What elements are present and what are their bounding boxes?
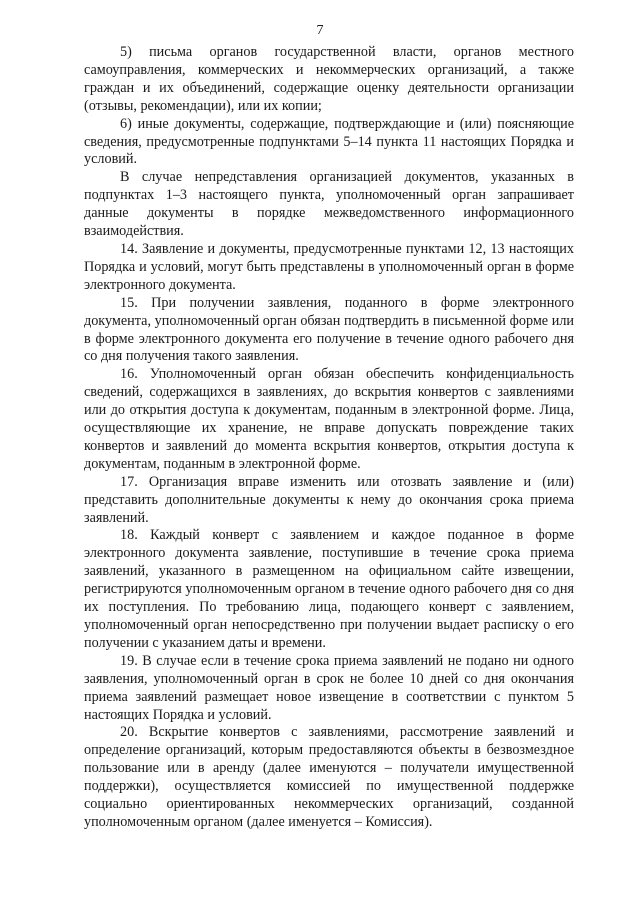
paragraph-14: 14. Заявление и документы, предусмотренные пунктами 12, 13 настоящих Порядка и условий, могут быть представлены в уполномоченный орган в форме электронного документа. (84, 240, 574, 293)
paragraph-item-5-letters: 5) письма органов государственной власти, органов местного самоуправления, коммерческих и некоммерческих организаций, а также граждан и их объединений, содержащие оценку деятельности организации (отзывы, рекомендации), или их копии; (84, 44, 574, 114)
paragraph-17: 17. Организация вправе изменить или отозвать заявление и (или) представить дополнительные документы к нему до окончания срока приема заявлений. (84, 473, 574, 526)
paragraph-19: 19. В случае если в течение срока приема заявлений не подано ни одного заявления, уполномоченный орган в срок не более 10 дней со дня окончания приема заявлений размещает новое извещение в соответствии с пунктом 5 настоящих Порядка и условий. (84, 652, 574, 723)
paragraph-16: 16. Уполномоченный орган обязан обеспечить конфиденциальность сведений, содержащихся в заявлениях, до вскрытия конвертов с заявлениями или до открытия доступа к документам, поданным в электронной форме. Лица, осуществляющие их хранение, не вправе допускать повреждение таких конвертов и заявлений до момента вскрытия конвертов, открытия доступа к документам, поданным в электронной форме. (84, 366, 574, 472)
paragraph-non-submission: В случае непредставления организацией документов, указанных в подпунктах 1–3 настоящего пункта, уполномоченный орган запрашивает данные документы в порядке межведомственного информационного взаимодействия. (84, 169, 574, 240)
paragraph-15: 15. При получении заявления, поданного в форме электронного документа, уполномоченный орган обязан подтвердить в письменной форме или в форме электронного документа его получение в течение одного рабочего дня со дня получения такого заявления. (84, 294, 574, 365)
paragraph-item-6-other-documents: 6) иные документы, содержащие, подтверждающие и (или) поясняющие сведения, предусмотренные подпунктами 5–14 пункта 11 настоящих Порядка и условий. (84, 115, 574, 168)
paragraph-18: 18. Каждый конверт с заявлением и каждое поданное в форме электронного документа заявление, поступившие в течение срока приема заявлений, указанного в размещенном на официальном сайте извещении, регистрируются уполномоченным органом в течение одного рабочего дня со дня их поступления. По требованию лица, подающего конверт с заявлением, уполномоченный орган непосредственно при получении выдает расписку о его получении с указанием даты и времени. (84, 527, 574, 651)
document-body (84, 44, 574, 832)
page-number: 7 (316, 23, 324, 38)
paragraph-20: 20. Вскрытие конвертов с заявлениями, рассмотрение заявлений и определение организаций, которым предоставляются объекты в безвозмездное пользование или в аренду (далее именуются – получатели имущественной поддержки), осуществляется комиссией по имущественной поддержке социально ориентированных некоммерческих организаций, созданной уполномоченным органом (далее именуется – Комиссия). (84, 724, 574, 830)
